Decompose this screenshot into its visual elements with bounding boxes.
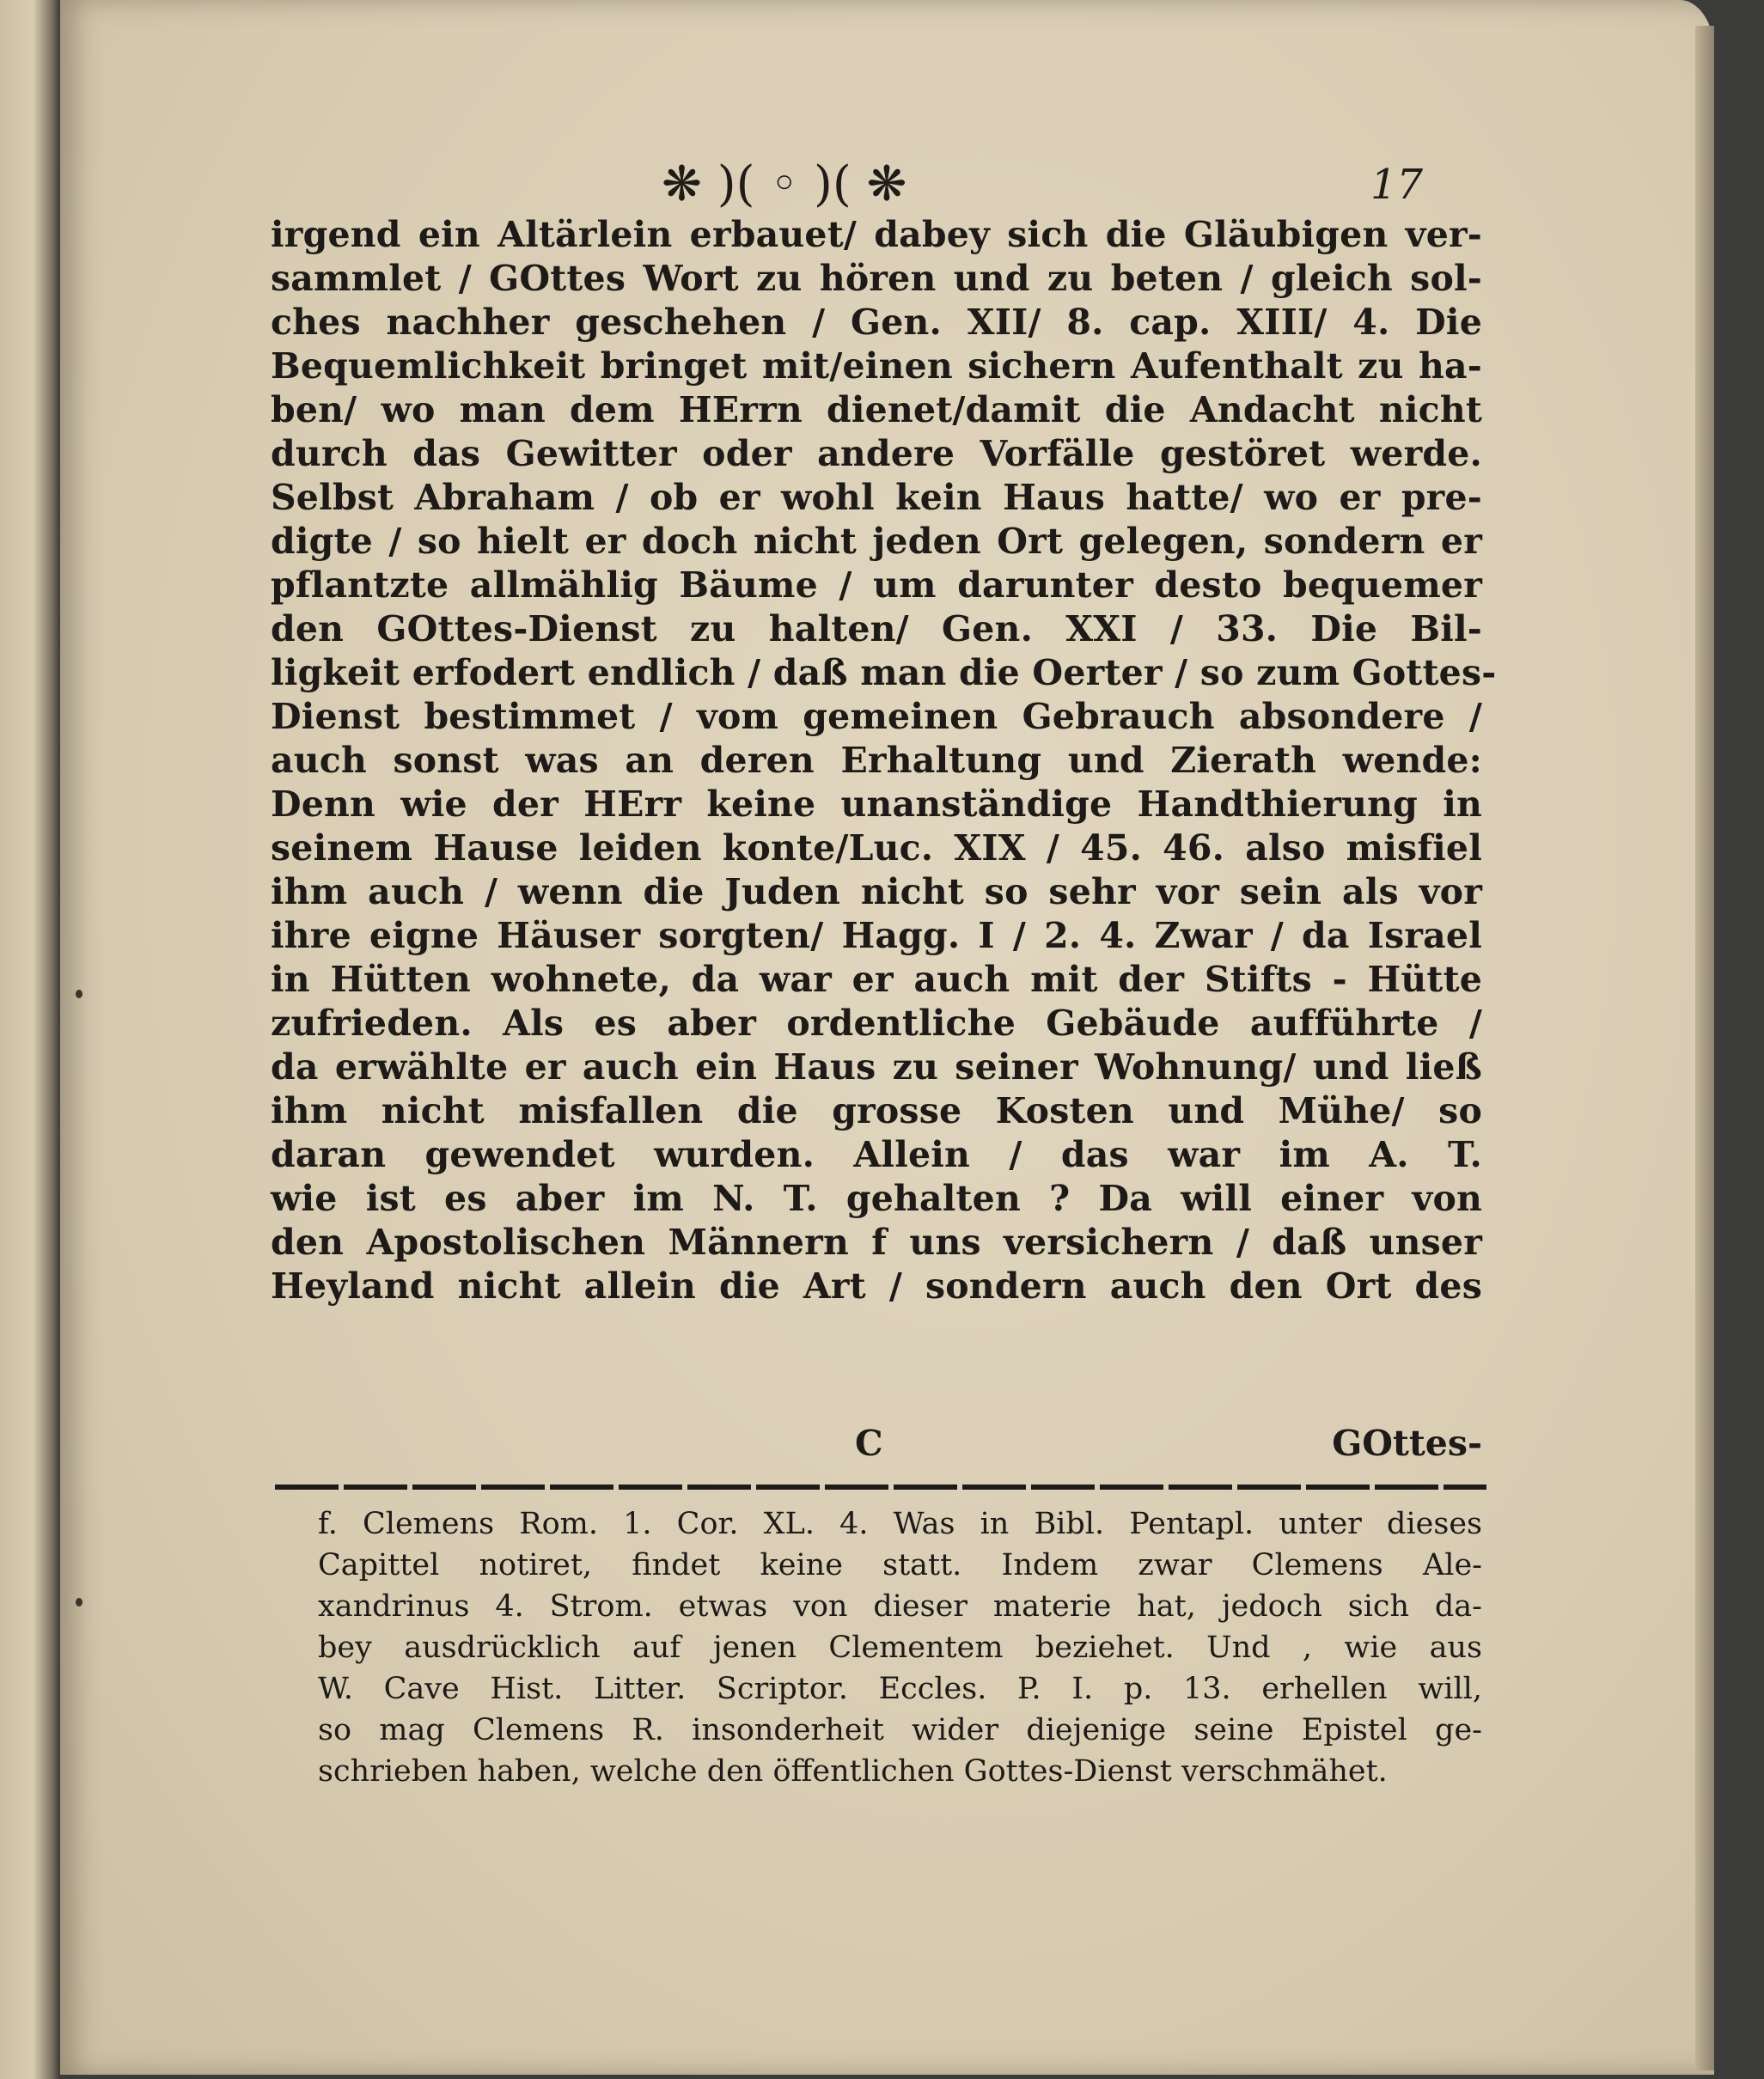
footnote-line: xandrinus 4. Strom. etwas von dieser materie hat, jedoch sich da- xyxy=(318,1589,1482,1624)
page-fore-edge xyxy=(1695,26,1714,2070)
text-line: seinem Hause leiden konte/Luc. XIX / 45. 46. also misfiel xyxy=(271,827,1482,869)
footnote-line: W. Cave Hist. Litter. Scriptor. Eccles. P. I. p. 13. erhellen will, xyxy=(318,1672,1482,1706)
footnote-rule xyxy=(275,1485,1486,1490)
text-line: Denn wie der HErr keine unanständige Handthierung in xyxy=(271,783,1482,825)
running-header xyxy=(60,155,1714,215)
text-line: den GOttes-Dienst zu halten/ Gen. XXI / 33. Die Bil- xyxy=(271,608,1482,649)
text-line: wie ist es aber im N. T. gehalten ? Da will einer von xyxy=(271,1178,1482,1219)
text-line: ben/ wo man dem HErrn dienet/damit die Andacht nicht xyxy=(271,389,1482,430)
facing-page-edge xyxy=(0,0,60,2079)
text-line: Selbst Abraham / ob er wohl kein Haus hatte/ wo er pre- xyxy=(271,477,1482,518)
text-line: auch sonst was an deren Erhaltung und Zierath wende: xyxy=(271,740,1482,781)
footnote-line: so mag Clemens R. insonderheit wider diejenige seine Epistel ge- xyxy=(318,1713,1482,1747)
text-line: sammlet / GOttes Wort zu hören und zu beten / gleich sol- xyxy=(271,258,1482,299)
text-line: ihm nicht misfallen die grosse Kosten und Mühe/ so xyxy=(271,1090,1482,1131)
text-line: ches nachher geschehen / Gen. XII/ 8. cap. XIII/ 4. Die xyxy=(271,302,1482,343)
main-text-block xyxy=(271,213,1497,1308)
text-line: ihre eigne Häuser sorgten/ Hagg. I / 2. 4. Zwar / da Israel xyxy=(271,915,1482,956)
binding-hole xyxy=(76,1598,82,1606)
text-line: Heyland nicht allein die Art / sondern auch den Ort des xyxy=(271,1265,1482,1307)
text-line: irgend ein Altärlein erbauet/ dabey sich die Gläubigen ver- xyxy=(271,214,1482,255)
book-page xyxy=(60,0,1714,2075)
text-line: pflantzte allmählig Bäume / um darunter desto bequemer xyxy=(271,564,1482,606)
text-line: zufrieden. Als es aber ordentliche Gebäude aufführte / xyxy=(271,1003,1482,1044)
footnote-line: f. Clemens Rom. 1. Cor. XL. 4. Was in Bibl. Pentapl. unter dieses xyxy=(318,1507,1482,1541)
text-line: in Hütten wohnete, da war er auch mit der Stifts - Hütte xyxy=(271,959,1482,1000)
text-line: Dienst bestimmet / vom gemeinen Gebrauch absondere / xyxy=(271,696,1482,737)
text-line: durch das Gewitter oder andere Vorfälle gestöret werde. xyxy=(271,433,1482,474)
text-line: den Apostolischen Männern f uns versichern / daß unser xyxy=(271,1222,1482,1263)
page-number: 17 xyxy=(1370,161,1424,209)
text-line: daran gewendet wurden. Allein / das war im A. T. xyxy=(271,1134,1482,1175)
footnote-line: bey ausdrücklich auf jenen Clementem beziehet. Und , wie aus xyxy=(318,1631,1482,1665)
text-line: ihm auch / wenn die Juden nicht so sehr vor sein als vor xyxy=(271,871,1482,912)
text-line: ligkeit erfodert endlich / daß man die Oerter / so zum Gottes- xyxy=(271,652,1497,693)
header-ornament: ❋ )( ◦ )( ❋ xyxy=(662,156,907,212)
text-line: digte / so hielt er doch nicht jeden Ort gelegen, sondern er xyxy=(271,521,1482,562)
signature-mark: C xyxy=(855,1423,883,1464)
footnote-line: schrieben haben, welche den öffentlichen Gottes-Dienst verschmähet. xyxy=(318,1754,1388,1789)
page-foot-marks xyxy=(271,1422,1482,1466)
catchword: GOttes- xyxy=(1332,1423,1482,1464)
text-line: da erwählte er auch ein Haus zu seiner Wohnung/ und ließ xyxy=(271,1046,1482,1088)
binding-hole xyxy=(76,990,82,998)
text-line: Bequemlichkeit bringet mit/einen sichern Aufenthalt zu ha- xyxy=(271,345,1482,387)
footnote-line: Capittel notiret, findet keine statt. Indem zwar Clemens Ale- xyxy=(318,1548,1482,1582)
footnote-block xyxy=(318,1503,1482,1792)
